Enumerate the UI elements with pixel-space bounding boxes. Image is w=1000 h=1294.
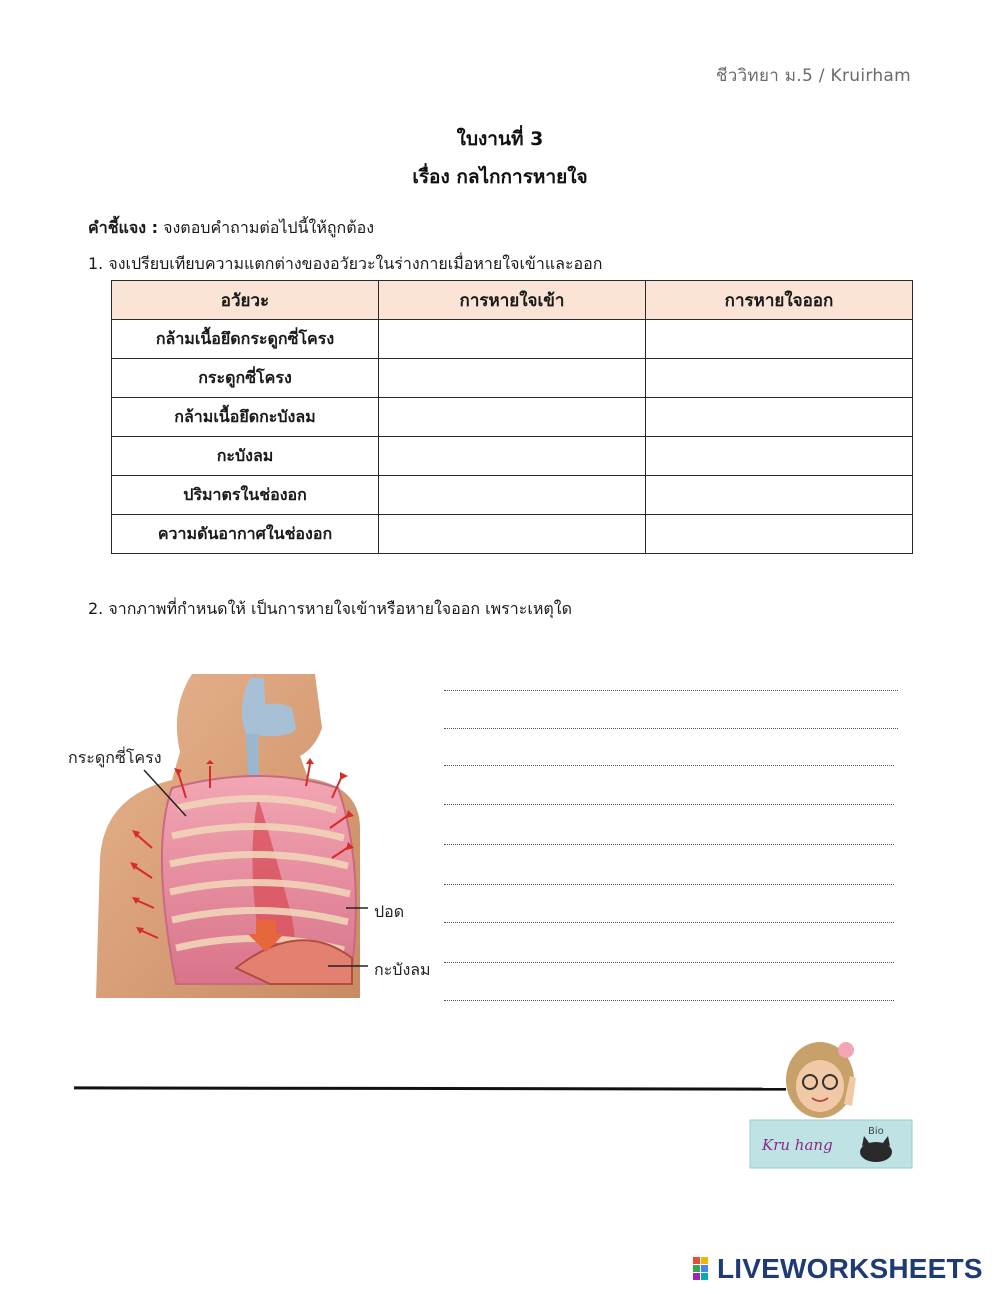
label-ribs: กระดูกซี่โครง (68, 748, 162, 767)
answer-line[interactable] (444, 765, 894, 766)
organ-cell: กระดูกซี่โครง (112, 359, 379, 398)
logo-text: LIVEWORKSHEETS (717, 1253, 983, 1284)
exhale-answer-cell[interactable] (646, 320, 913, 359)
table-row (112, 320, 913, 359)
section-divider (74, 1086, 786, 1090)
col-inhale: การหายใจเข้า (379, 281, 646, 320)
breathing-diagram (60, 668, 450, 1008)
worksheet-topic: เรื่อง กลไกการหายใจ (412, 166, 588, 188)
answer-line[interactable] (444, 1000, 894, 1001)
table-row (112, 359, 913, 398)
inhale-answer-cell[interactable] (379, 437, 646, 476)
label-diaphragm: กะบังลม (374, 960, 431, 979)
answer-line[interactable] (444, 922, 894, 923)
answer-line[interactable] (444, 962, 894, 963)
question-2: 2. จากภาพที่กำหนดให้ เป็นการหายใจเข้าหรือหายใจออก เพราะเหตุใด (88, 599, 572, 618)
organ-cell: ความดันอากาศในช่องอก (112, 515, 379, 554)
organ-cell: กล้ามเนื้อยึดกะบังลม (112, 398, 379, 437)
liveworksheets-icon (693, 1257, 717, 1281)
table-row (112, 476, 913, 515)
exhale-answer-cell[interactable] (646, 398, 913, 437)
instruction-label: คำชี้แจง : (88, 218, 159, 237)
instruction (88, 216, 374, 241)
liveworksheets-logo[interactable] (693, 1253, 983, 1285)
avatar-icon (748, 1036, 916, 1172)
exhale-answer-cell[interactable] (646, 476, 913, 515)
answer-line[interactable] (444, 690, 898, 691)
answer-line[interactable] (444, 844, 894, 845)
table-header-row (112, 281, 913, 320)
label-lung: ปอด (374, 902, 405, 921)
answer-line[interactable] (444, 728, 898, 729)
inhale-answer-cell[interactable] (379, 515, 646, 554)
organ-cell: กะบังลม (112, 437, 379, 476)
worksheet-number: ใบงานที่ 3 (456, 128, 544, 150)
sticker-text: Kru hang (762, 1136, 833, 1154)
inhale-answer-cell[interactable] (379, 398, 646, 437)
instruction-text: จงตอบคำถามต่อไปนี้ให้ถูกต้อง (163, 218, 375, 237)
teacher-sticker (748, 1036, 916, 1172)
sticker-tag: Bio (868, 1126, 884, 1137)
comparison-table (111, 280, 913, 554)
thorax-illustration (60, 668, 450, 1008)
table-row (112, 515, 913, 554)
exhale-answer-cell[interactable] (646, 359, 913, 398)
table-row (112, 398, 913, 437)
table-row (112, 437, 913, 476)
col-organ: อวัยวะ (112, 281, 379, 320)
exhale-answer-cell[interactable] (646, 515, 913, 554)
course-tag: ชีววิทยา ม.5 / Kruirham (715, 66, 911, 86)
question-1: 1. จงเปรียบเทียบความแตกต่างของอวัยวะในร่างกายเมื่อหายใจเข้าและออก (88, 254, 603, 273)
organ-cell: กล้ามเนื้อยึดกระดูกซี่โครง (112, 320, 379, 359)
answer-line[interactable] (444, 804, 894, 805)
answer-line[interactable] (444, 884, 894, 885)
organ-cell: ปริมาตรในช่องอก (112, 476, 379, 515)
col-exhale: การหายใจออก (646, 281, 913, 320)
exhale-answer-cell[interactable] (646, 437, 913, 476)
inhale-answer-cell[interactable] (379, 359, 646, 398)
inhale-answer-cell[interactable] (379, 476, 646, 515)
inhale-answer-cell[interactable] (379, 320, 646, 359)
